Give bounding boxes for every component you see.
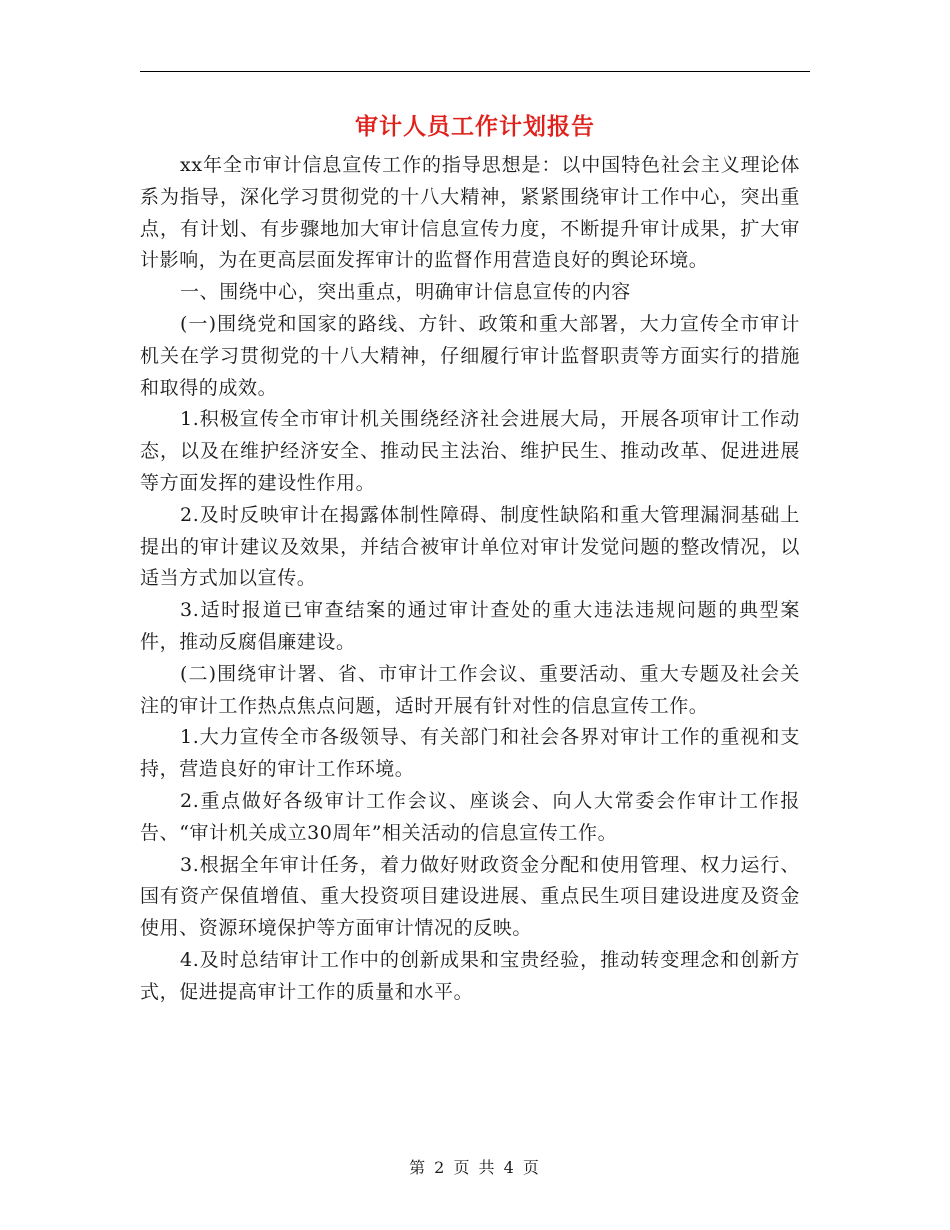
- list-item: 3.根据全年审计任务，着力做好财政资金分配和使用管理、权力运行、国有资产保值增值、重大投资项目建设进展、重点民生项目建设进度及资金使用、资源环境保护等方面审计情况的反映。: [140, 853, 800, 940]
- list-item: 2.及时反映审计在揭露体制性障碍、制度性缺陷和重大管理漏洞基础上提出的审计建议及效果，并结合被审计单位对审计发觉问题的整改情况，以适当方式加以宣传。: [140, 503, 800, 590]
- subsection-2: (二)围绕审计署、省、市审计工作会议、重要活动、重大专题及社会关注的审计工作热点焦点问题，适时开展有针对性的信息宣传工作。: [140, 662, 800, 717]
- section-heading-1: 一、围绕中心，突出重点，明确审计信息宣传的内容: [180, 281, 631, 304]
- list-item: 3.适时报道已审查结案的通过审计查处的重大违法违规问题的典型案件，推动反腐倡廉建设。: [140, 599, 800, 653]
- list-item: 4.及时总结审计工作中的创新成果和宝贵经验，推动转变理念和创新方式，促进提高审计工作的质量和水平。: [140, 948, 800, 1003]
- document-title: 审计人员工作计划报告: [355, 114, 595, 140]
- list-item: 1.积极宣传全市审计机关围绕经济社会进展大局，开展各项审计工作动态，以及在维护经济安全、推动民主法治、维护民生、推动改革、促进进展等方面发挥的建设性作用。: [140, 408, 800, 494]
- document-body: [140, 150, 800, 1009]
- paragraph-intro: xx年全市审计信息宣传工作的指导思想是：以中国特色社会主义理论体系为指导，深化学习贯彻党的十八大精神，紧紧围绕审计工作中心，突出重点，有计划、有步骤地加大审计信息宣传力度，不断提升审计成果，扩大审计影响，为在更高层面发挥审计的监督作用营造良好的舆论环境。: [140, 154, 800, 272]
- subsection-1: (一)围绕党和国家的路线、方针、政策和重大部署，大力宣传全市审计机关在学习贯彻党的十八大精神，仔细履行审计监督职责等方面实行的措施和取得的成效。: [140, 312, 800, 399]
- page-number-footer: 第 2 页 共 4 页: [409, 1158, 541, 1177]
- header-rule: [140, 71, 810, 72]
- list-item: 1.大力宣传全市各级领导、有关部门和社会各界对审计工作的重视和支持，营造良好的审计工作环境。: [140, 726, 800, 781]
- list-item: 2.重点做好各级审计工作会议、座谈会、向人大常委会作审计工作报告、“审计机关成立30周年”相关活动的信息宣传工作。: [140, 789, 800, 844]
